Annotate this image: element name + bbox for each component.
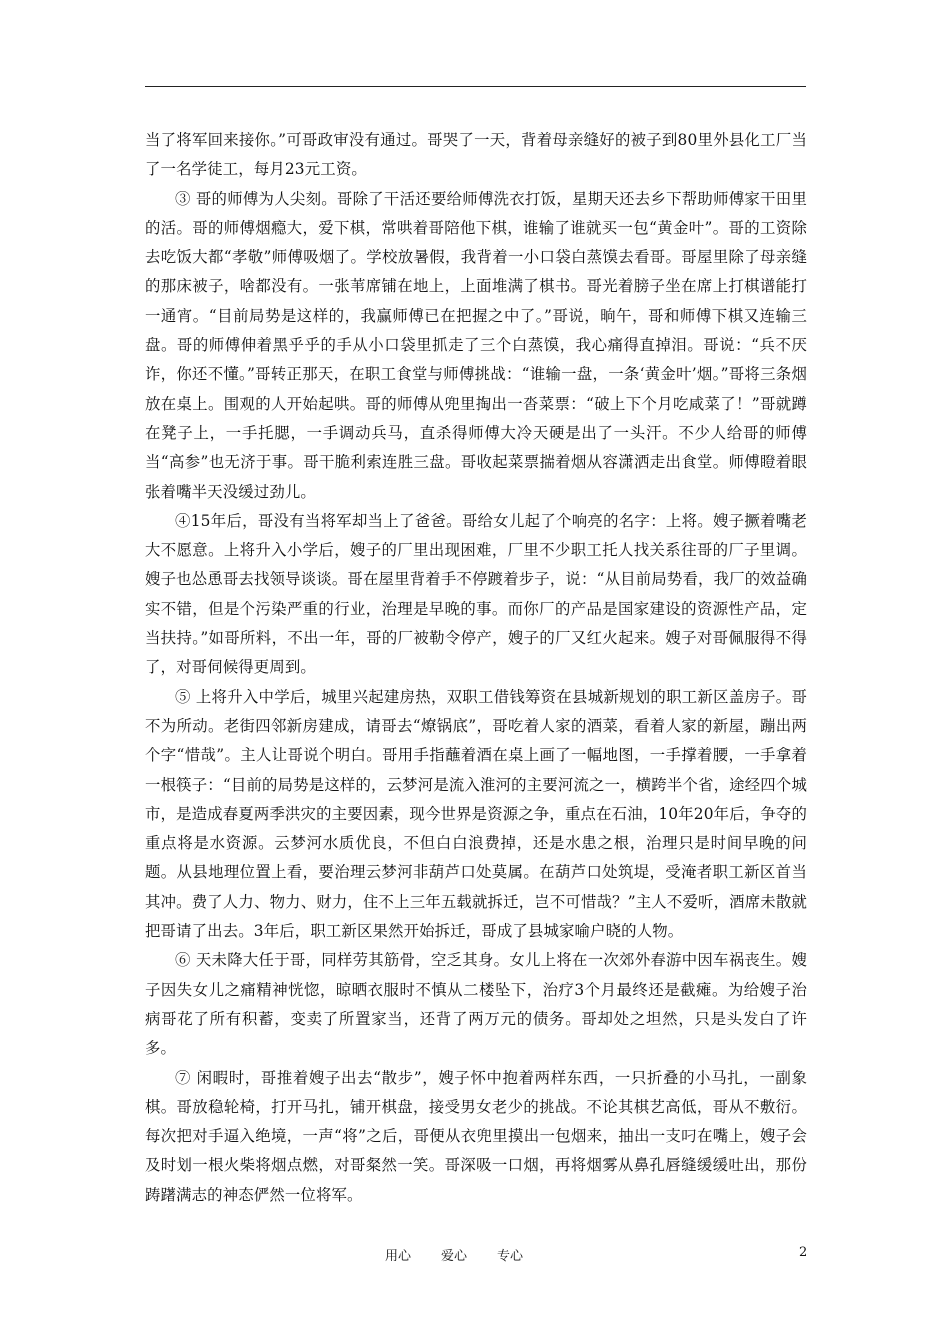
footer-word: 爱心 [441, 1249, 468, 1264]
paragraph-5: ⑤ 上将升入中学后，城里兴起建房热，双职工借钱筹资在县城新规划的职工新区盖房子。哥不为所动。老街四邻新房建成，请哥去“燎锅底”，哥吃着人家的酒菜，看着人家的新屋，蹦出两个字“惜哉”。主人让哥说个明白。哥用手指蘸着酒在桌上画了一幅地图，一手撑着腰，一手拿着一根筷子：“目前的局势是这样的，云梦河是流入淮河的主要河流之一，横跨半个省，途经四个城市，是造成春夏两季洪灾的主要因素，现今世界是资源之争，重点在石油，10年20年后，争夺的重点将是水资源。云梦河水质优良，不但白白浪费掉，还是水患之根，治理只是时间早晚的问题。从县地理位置上看，要治理云梦河非葫芦口处莫属。在葫芦口处筑堤，受淹者职工新区首当其冲。费了人力、物力、财力，住不上三年五载就拆迁，岂不可惜哉？”主人不爱听，酒席未散就把哥请了出去。3年后，职工新区果然开始拆迁，哥成了县城家喻户晓的人物。 [145, 687, 807, 941]
footer-word: 专心 [497, 1249, 524, 1264]
paragraph-4: ④15年后，哥没有当将军却当上了爸爸。哥给女儿起了个响亮的名字：上将。嫂子撅着嘴老大不愿意。上将升入小学后，嫂子的厂里出现困难，厂里不少职工托人找关系往哥的厂子里调。嫂子也怂恿哥去找领导谈谈。哥在屋里背着手不停踱着步子，说：“从目前局势看，我厂的效益确实不错，但是个污染严重的行业，治理是早晚的事。而你厂的产品是国家建设的资源性产品，定当扶持。”如哥所料，不出一年，哥的厂被勒令停产，嫂子的厂又红火起来。嫂子对哥佩服得不得了，对哥伺候得更周到。 [145, 511, 807, 677]
footer-word: 用心 [385, 1249, 412, 1264]
footer-motto [385, 1245, 523, 1264]
paragraph-7: ⑦ 闲暇时，哥推着嫂子出去“散步”，嫂子怀中抱着两样东西，一只折叠的小马扎，一副象棋。哥放稳轮椅，打开马扎，铺开棋盘，接受男女老少的挑战。不论其棋艺高低，哥从不敷衍。每次把对手逼入绝境，一声“将”之后，哥便从衣兜里摸出一包烟来，抽出一支叼在嘴上，嫂子会及时划一根火柴将烟点燃，对哥粲然一笑。哥深吸一口烟，再将烟雾从鼻孔唇缝缓缓吐出，那份踌躇满志的神态俨然一位将军。 [145, 1068, 807, 1204]
paragraph-6: ⑥ 天未降大任于哥，同样劳其筋骨，空乏其身。女儿上将在一次郊外春游中因车祸丧生。嫂子因失女儿之痛精神恍惚，晾晒衣服时不慎从二楼坠下，治疗3个月最终还是截瘫。为给嫂子治病哥花了所有积蓄，变卖了所置家当，还背了两万元的债务。哥却处之坦然，只是头发白了许多。 [145, 951, 807, 1058]
page-footer [0, 1245, 950, 1269]
page-number: 2 [799, 1245, 808, 1260]
article-body [145, 126, 807, 1210]
paragraph-3: ③ 哥的师傅为人尖刻。哥除了干活还要给师傅洗衣打饭，星期天还去乡下帮助师傅家干田里的活。哥的师傅烟瘾大，爱下棋，常哄着哥陪他下棋，谁输了谁就买一包“黄金叶”。哥的工资除去吃饭大都“孝敬”师傅吸烟了。学校放暑假，我背着一小口袋白蒸馍去看哥。哥屋里除了母亲缝的那床被子，啥都没有。一张苇席铺在地上，上面堆满了棋书。哥光着膀子坐在席上打棋谱能打一通宵。“目前局势是这样的，我赢师傅已在把握之中了。”哥说，晌午，哥和师傅下棋又连输三盘。哥的师傅伸着黑乎乎的手从小口袋里抓走了三个白蒸馍，我心痛得直掉泪。哥说：“兵不厌诈，你还不懂。”哥转正那天，在职工食堂与师傅挑战：“谁输一盘，一条‘黄金叶’烟。”哥将三条烟放在桌上。围观的人开始起哄。哥的师傅从兜里掏出一沓菜票：“破上下个月吃咸菜了！”哥就蹲在凳子上，一手托腮，一手调动兵马，直杀得师傅大冷天硬是出了一头汗。不少人给哥的师傅当“高参”也无济于事。哥干脆利索连胜三盘。哥收起菜票揣着烟从容潇洒走出食堂。师傅瞪着眼张着嘴半天没缓过劲儿。 [145, 189, 807, 501]
header-rule [145, 86, 806, 87]
paragraph-continuation: 当了将军回来接你。”可哥政审没有通过。哥哭了一天，背着母亲缝好的被子到80里外县化工厂当了一名学徒工，每月23元工资。 [145, 131, 807, 179]
